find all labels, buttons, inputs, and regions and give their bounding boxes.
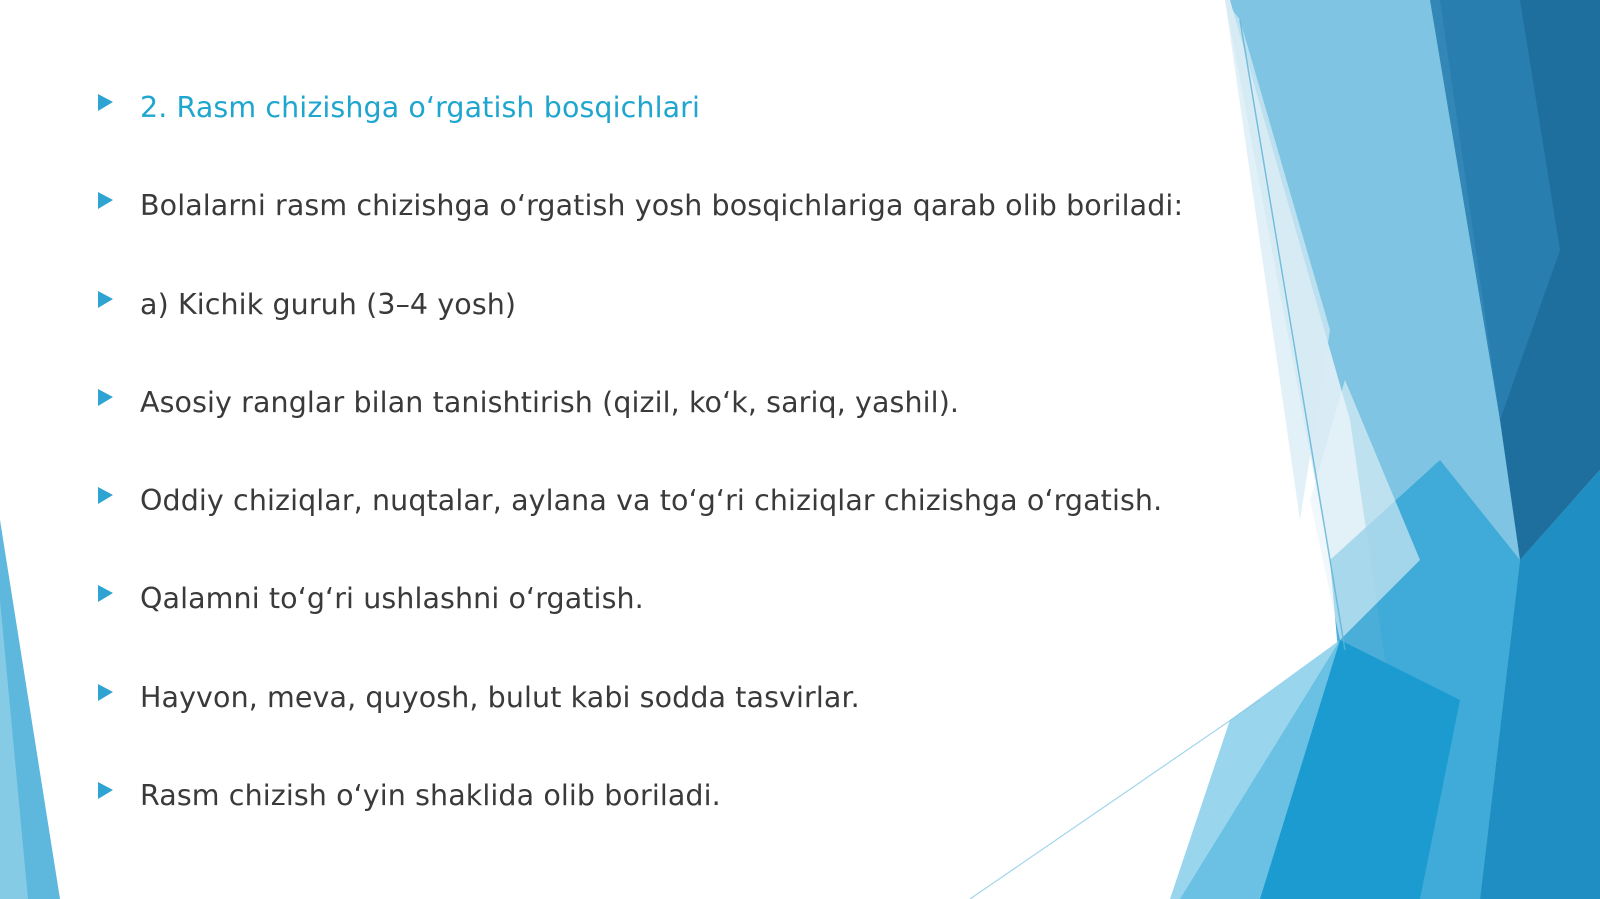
list-item — [96, 373, 1216, 471]
bullet-text: a) Kichik guruh (3–4 yosh) — [140, 287, 517, 321]
triangle-bullet-icon — [96, 782, 114, 800]
list-item — [96, 766, 1216, 864]
triangle-bullet-icon — [96, 684, 114, 702]
bullet-text: Asosiy ranglar bilan tanishtirish (qizil, ko‘k, sariq, yashil). — [140, 385, 960, 419]
list-item — [96, 569, 1216, 667]
list-item — [96, 78, 1216, 176]
list-item — [96, 275, 1216, 373]
list-item — [96, 471, 1216, 569]
section-heading: 2. Rasm chizishga o‘rgatish bosqichlari — [140, 91, 700, 124]
triangle-bullet-icon — [96, 94, 114, 112]
triangle-bullet-icon — [96, 487, 114, 505]
bullet-list — [96, 78, 1216, 864]
list-item — [96, 176, 1216, 274]
triangle-bullet-icon — [96, 585, 114, 603]
triangle-bullet-icon — [96, 192, 114, 210]
triangle-bullet-icon — [96, 291, 114, 309]
list-item — [96, 668, 1216, 766]
bullet-text: Qalamni to‘g‘ri ushlashni o‘rgatish. — [140, 582, 644, 616]
bullet-text: Oddiy chiziqlar, nuqtalar, aylana va to‘g‘ri chiziqlar chizishga o‘rgatish. — [140, 484, 1163, 518]
triangle-bullet-icon — [96, 389, 114, 407]
bullet-text: Hayvon, meva, quyosh, bulut kabi sodda tasvirlar. — [140, 680, 860, 714]
bullet-text: Rasm chizish o‘yin shaklida olib boriladi. — [140, 779, 721, 813]
bullet-text: Bolalarni rasm chizishga o‘rgatish yosh bosqichlariga qarab olib boriladi: — [140, 189, 1184, 223]
